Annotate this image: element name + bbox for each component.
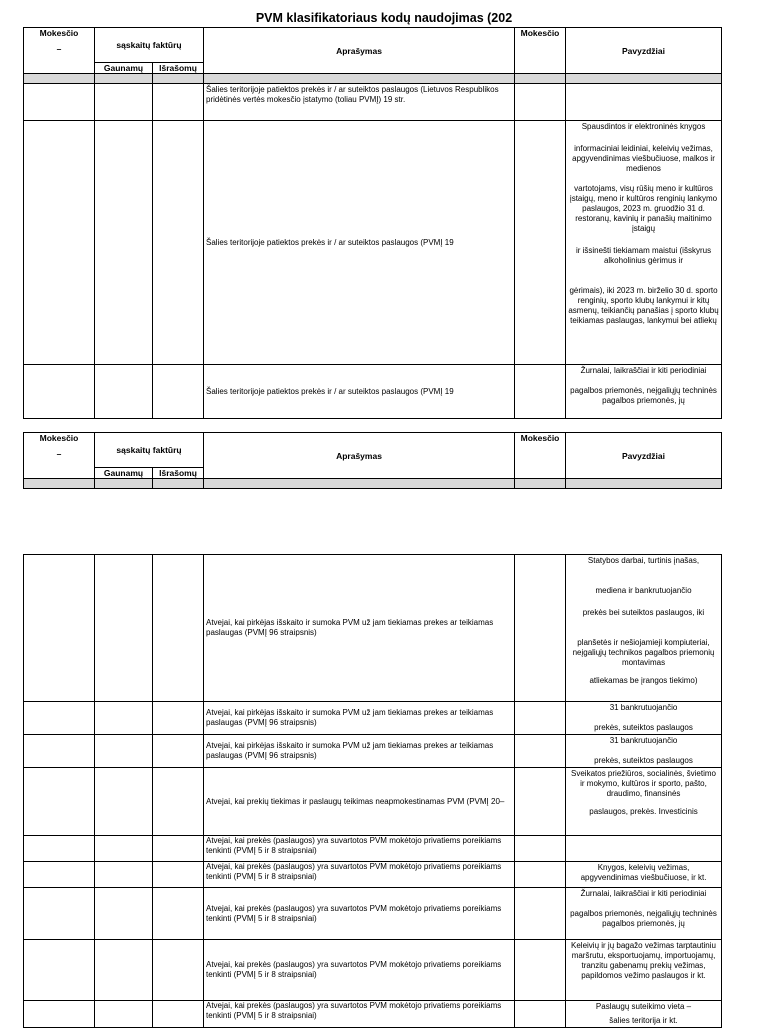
header-received: Gaunamų — [95, 468, 153, 479]
table-row — [24, 555, 722, 702]
row-description: Atvejai, kai prekės (paslaugos) yra suvartotos PVM mokėtojo privatiems poreikiams tenkinti (PVMĮ 5 ir 8 straipsniai) — [204, 888, 515, 940]
row-examples: Spausdintos ir elektroninės knygos informaciniai leidiniai, keleivių vežimas, apgyvendinimas viešbučiuose, malkos ir medienos vartotojams, visų rūšių meno ir kultūros įstaigų, meno ir kultūros renginių lankymo paslaugos, 2023 m. gruodžio 31 d. restoranų, kavinių ir panašių maitinimo įstaigų ir išsinešti tiekiamam maistui (išskyrus alkoholinius gėrimus ir gėrimais), iki 2023 m. birželio 30 d. sporto renginių, sporto klubų lankymui ir kitų asmenų, teikiančių panašias į sporto klubų teikiamas paslaugas, lankymui bei atliekų — [566, 121, 722, 365]
row-description: Atvejai, kai prekės (paslaugos) yra suvartotos PVM mokėtojo privatiems poreikiams tenkinti (PVMĮ 5 ir 8 straipsniai) — [204, 940, 515, 1001]
header-description: Aprašymas — [204, 433, 515, 479]
row-description: Atvejai, kai pirkėjas išskaito ir sumoka PVM už jam tiekiamas prekes ar teikiamas paslaugas (PVMĮ 96 straipsnis) — [204, 735, 515, 768]
header-examples: Pavyzdžiai — [566, 28, 722, 74]
header-issued: Išrašomų — [153, 63, 204, 74]
table-row — [24, 768, 722, 836]
page-title: PVM klasifikatoriaus kodų naudojimas (202 — [255, 11, 513, 25]
table-row — [24, 735, 722, 768]
row-description: Atvejai, kai prekių tiekimas ir paslaugų teikimas neapmokestinamas PVM (PVMĮ 20– — [204, 768, 515, 836]
row-examples: Paslaugų suteikimo vieta – šalies teritorija ir kt. — [566, 1001, 722, 1028]
row-examples: Knygos, keleivių vežimas, apgyvendinimas viešbučiuose, ir kt. — [566, 862, 722, 888]
header-invoices: sąskaitų faktūrų — [95, 28, 204, 63]
gray-separator-row — [24, 479, 722, 489]
header-tax-code: Mokesčio – — [24, 433, 95, 479]
header-issued: Išrašomų — [153, 468, 204, 479]
table-row — [24, 888, 722, 940]
table-row — [24, 836, 722, 862]
table-row — [24, 940, 722, 1001]
header-received: Gaunamų — [95, 63, 153, 74]
header-examples: Pavyzdžiai — [566, 433, 722, 479]
header-description: Aprašymas — [204, 28, 515, 74]
row-description: Atvejai, kai prekės (paslaugos) yra suvartotos PVM mokėtojo privatiems poreikiams tenkinti (PVMĮ 5 ir 8 straipsniai) — [204, 862, 515, 888]
row-examples: 31 bankrutuojančio prekės, suteiktos paslaugos — [566, 735, 722, 768]
vat-code-table-3 — [23, 554, 722, 1028]
table-row — [24, 121, 722, 365]
row-description: Atvejai, kai prekės (paslaugos) yra suvartotos PVM mokėtojo privatiems poreikiams tenkinti (PVMĮ 5 ir 8 straipsniai) — [204, 836, 515, 862]
row-examples: Sveikatos priežiūros, socialinės, švietimo ir mokymo, kultūros ir sporto, pašto, draudimo, finansinės paslaugos, prekės. Investicinis — [566, 768, 722, 836]
row-description: Šalies teritorijoje patiektos prekės ir / ar suteiktos paslaugos (Lietuvos Respublikos pridėtinės vertės mokesčio įstatymo (toliau PVMĮ) 19 str. — [204, 84, 515, 121]
header-tax: Mokesčio — [515, 433, 566, 479]
table-row — [24, 1001, 722, 1028]
row-examples: Statybos darbai, turtinis įnašas, mediena ir bankrutuojančio prekės bei suteiktos paslaugos, iki planšetės ir nešiojamieji kompiuteriai, neįgaliųjų technikos pagalbos priemonių montavimas atliekamas be įrangos tiekimo) — [566, 555, 722, 702]
table-row — [24, 862, 722, 888]
table-row — [24, 702, 722, 735]
row-examples: Keleivių ir jų bagažo vežimas tarptautiniu maršrutu, eksportuojamų, importuojamų, tranzitu gabenamų prekių vežimas, papildomos vežimo paslaugos ir kt. — [566, 940, 722, 1001]
header-tax-code: Mokesčio – — [24, 28, 95, 74]
row-description: Atvejai, kai pirkėjas išskaito ir sumoka PVM už jam tiekiamas prekes ar teikiamas paslaugas (PVMĮ 96 straipsnis) — [204, 702, 515, 735]
row-description: Šalies teritorijoje patiektos prekės ir / ar suteiktos paslaugos (PVMĮ 19 — [204, 121, 515, 365]
gray-separator-row — [24, 74, 722, 84]
vat-code-table-2 — [23, 432, 722, 489]
row-description: Šalies teritorijoje patiektos prekės ir / ar suteiktos paslaugos (PVMĮ 19 — [204, 365, 515, 419]
vat-code-table-1 — [23, 27, 722, 419]
row-examples: 31 bankrutuojančio prekės, suteiktos paslaugos — [566, 702, 722, 735]
row-examples: Žurnalai, laikraščiai ir kiti periodiniai pagalbos priemonės, neįgaliųjų techninės pagalbos priemonės, jų — [566, 888, 722, 940]
row-description: Atvejai, kai prekės (paslaugos) yra suvartotos PVM mokėtojo privatiems poreikiams tenkinti (PVMĮ 5 ir 8 straipsniai) — [204, 1001, 515, 1028]
table-row — [24, 365, 722, 419]
header-tax: Mokesčio — [515, 28, 566, 74]
row-description: Atvejai, kai pirkėjas išskaito ir sumoka PVM už jam tiekiamas prekes ar teikiamas paslaugas (PVMĮ 96 straipsnis) — [204, 555, 515, 702]
table-row — [24, 84, 722, 121]
header-invoices: sąskaitų faktūrų — [95, 433, 204, 468]
row-examples: Žurnalai, laikraščiai ir kiti periodiniai pagalbos priemonės, neįgaliųjų techninės pagalbos priemonės, jų — [566, 365, 722, 419]
